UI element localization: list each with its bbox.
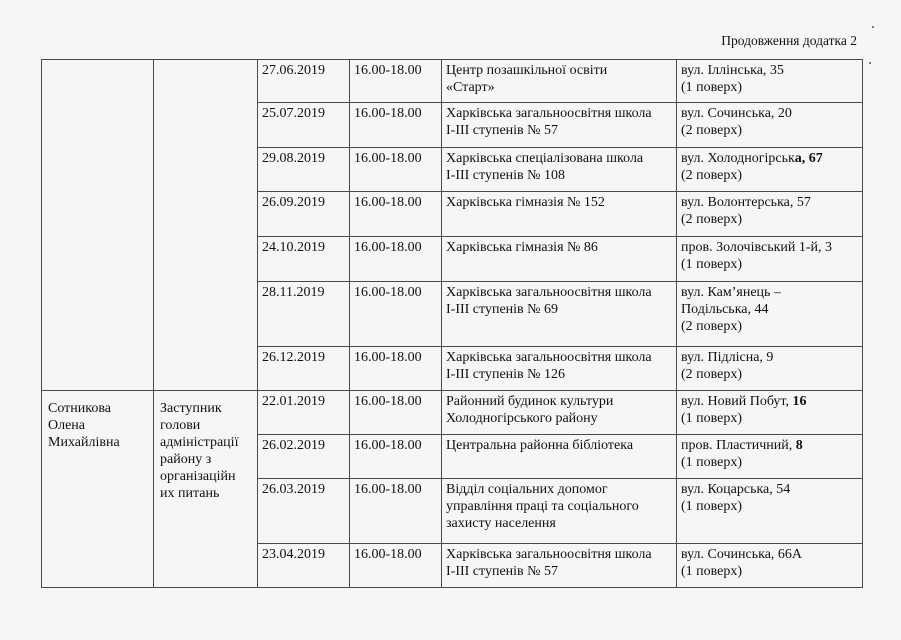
address-line: (2 поверх): [681, 123, 743, 138]
time-cell: [350, 544, 442, 588]
address-street: вул. Новий Побут,: [681, 394, 793, 409]
address-cell: [677, 479, 863, 544]
address-line: (2 поверх): [681, 367, 743, 382]
address-line: [681, 150, 857, 167]
official-position-cell: [154, 391, 258, 588]
meeting-date: 26.09.2019: [262, 195, 325, 210]
address-number: а, 67: [794, 151, 823, 166]
address-cell: [677, 237, 863, 282]
date-cell: [258, 347, 350, 391]
address-line: [681, 393, 857, 410]
meeting-time: 16.00-18.00: [354, 63, 422, 78]
time-cell: [350, 282, 442, 347]
place-line: Харківська спеціалізована школа: [446, 151, 644, 166]
meeting-date: 24.10.2019: [262, 240, 325, 255]
address-line: вул. Підлісна, 9: [681, 350, 774, 365]
address-line: [681, 546, 857, 563]
place-cell: [442, 60, 677, 103]
name-cell-empty: [42, 60, 154, 391]
address-line: вул. Кам’янець –: [681, 285, 781, 300]
place-cell: [442, 435, 677, 479]
official-position-line: голови: [160, 418, 201, 433]
address-cell: [677, 282, 863, 347]
address-line: вул. Сочинська, 20: [681, 106, 792, 121]
address-line: (1 поверх): [681, 455, 743, 470]
meeting-date: 23.04.2019: [262, 547, 325, 562]
address-line: [681, 437, 857, 454]
time-cell: [350, 435, 442, 479]
meeting-time: 16.00-18.00: [354, 394, 422, 409]
meeting-date: 26.03.2019: [262, 482, 325, 497]
place-cell: [442, 391, 677, 435]
address-street: вул. Сочинська, 66А: [681, 547, 803, 562]
place-cell: [442, 103, 677, 148]
address-cell: [677, 103, 863, 148]
official-position-line: адміністрації: [160, 435, 239, 450]
address-line: Подільська, 44: [681, 302, 769, 317]
meeting-time: 16.00-18.00: [354, 285, 422, 300]
address-cell: [677, 544, 863, 588]
official-name-line: Михайлівна: [48, 435, 120, 450]
meeting-time: 16.00-18.00: [354, 350, 422, 365]
address-line: вул. Іллінська, 35: [681, 63, 784, 78]
meeting-time: 16.00-18.00: [354, 547, 422, 562]
scan-speck: [872, 26, 874, 28]
place-line: I-III ступенів № 69: [446, 302, 559, 317]
place-cell: [442, 544, 677, 588]
official-name-line: Сотникова: [48, 401, 111, 416]
schedule-table: [41, 59, 863, 588]
place-cell: [442, 479, 677, 544]
table-row: [42, 60, 863, 103]
time-cell: [350, 347, 442, 391]
meeting-date: 29.08.2019: [262, 151, 325, 166]
address-line: пров. Золочівський 1-й, 3: [681, 240, 833, 255]
place-cell: [442, 192, 677, 237]
meeting-time: 16.00-18.00: [354, 106, 422, 121]
address-cell: [677, 60, 863, 103]
place-line: I-III ступенів № 108: [446, 168, 566, 183]
address-cell: [677, 148, 863, 192]
table-row: [42, 391, 863, 435]
place-cell: [442, 347, 677, 391]
address-line: (1 поверх): [681, 257, 743, 272]
place-line: Центральна районна бібліотека: [446, 438, 634, 453]
time-cell: [350, 479, 442, 544]
place-line: I-III ступенів № 57: [446, 564, 559, 579]
address-line: (2 поверх): [681, 319, 743, 334]
meeting-time: 16.00-18.00: [354, 240, 422, 255]
date-cell: [258, 479, 350, 544]
page-header: Продовження додатка 2: [721, 33, 857, 48]
meeting-time: 16.00-18.00: [354, 438, 422, 453]
date-cell: [258, 60, 350, 103]
place-cell: [442, 148, 677, 192]
address-cell: [677, 391, 863, 435]
meeting-time: 16.00-18.00: [354, 151, 422, 166]
scan-speck: [869, 62, 871, 64]
date-cell: [258, 103, 350, 148]
address-street: вул. Коцарська, 54: [681, 482, 791, 497]
address-line: [681, 481, 857, 498]
place-line: Харківська гімназія № 152: [446, 195, 605, 210]
address-line: вул. Волонтерська, 57: [681, 195, 811, 210]
official-position-line: району з: [160, 452, 212, 467]
time-cell: [350, 60, 442, 103]
address-number: 8: [795, 438, 803, 453]
address-cell: [677, 435, 863, 479]
place-line: Харківська загальноосвітня школа: [446, 350, 652, 365]
date-cell: [258, 544, 350, 588]
meeting-time: 16.00-18.00: [354, 482, 422, 497]
place-line: Харківська загальноосвітня школа: [446, 547, 652, 562]
address-number: 16: [792, 394, 807, 409]
address-line: (1 поверх): [681, 564, 743, 579]
place-line: Харківська гімназія № 86: [446, 240, 598, 255]
time-cell: [350, 103, 442, 148]
meeting-time: 16.00-18.00: [354, 195, 422, 210]
place-cell: [442, 237, 677, 282]
position-cell-empty: [154, 60, 258, 391]
date-cell: [258, 148, 350, 192]
date-cell: [258, 391, 350, 435]
place-line: Районний будинок культури: [446, 394, 614, 409]
place-line: Холодногірського району: [446, 411, 598, 426]
date-cell: [258, 282, 350, 347]
place-line: захисту населення: [446, 516, 556, 531]
place-line: Харківська загальноосвітня школа: [446, 285, 652, 300]
time-cell: [350, 148, 442, 192]
official-position-line: Заступник: [160, 401, 222, 416]
address-line: (2 поверх): [681, 212, 743, 227]
address-line: (2 поверх): [681, 168, 743, 183]
meeting-date: 22.01.2019: [262, 394, 325, 409]
time-cell: [350, 237, 442, 282]
address-cell: [677, 347, 863, 391]
time-cell: [350, 391, 442, 435]
official-name-cell: [42, 391, 154, 588]
time-cell: [350, 192, 442, 237]
official-position-line: організаційн: [160, 469, 236, 484]
place-line: Центр позашкільної освіти: [446, 63, 608, 78]
address-line: (1 поверх): [681, 499, 743, 514]
date-cell: [258, 237, 350, 282]
meeting-date: 26.02.2019: [262, 438, 325, 453]
meeting-date: 28.11.2019: [262, 285, 325, 300]
place-line: I-III ступенів № 126: [446, 367, 566, 382]
address-street: вул. Холодногірськ: [681, 151, 795, 166]
place-line: Відділ соціальних допомог: [446, 482, 608, 497]
address-street: пров. Пластичний,: [681, 438, 796, 453]
official-position-line: их питань: [160, 486, 220, 501]
place-line: «Старт»: [446, 80, 495, 95]
date-cell: [258, 192, 350, 237]
meeting-date: 26.12.2019: [262, 350, 325, 365]
place-line: управління праці та соціального: [446, 499, 639, 514]
meeting-date: 27.06.2019: [262, 63, 325, 78]
date-cell: [258, 435, 350, 479]
address-cell: [677, 192, 863, 237]
address-line: (1 поверх): [681, 80, 743, 95]
place-line: I-III ступенів № 57: [446, 123, 559, 138]
meeting-date: 25.07.2019: [262, 106, 325, 121]
place-line: Харківська загальноосвітня школа: [446, 106, 652, 121]
address-line: (1 поверх): [681, 411, 743, 426]
place-cell: [442, 282, 677, 347]
official-name-line: Олена: [48, 418, 86, 433]
